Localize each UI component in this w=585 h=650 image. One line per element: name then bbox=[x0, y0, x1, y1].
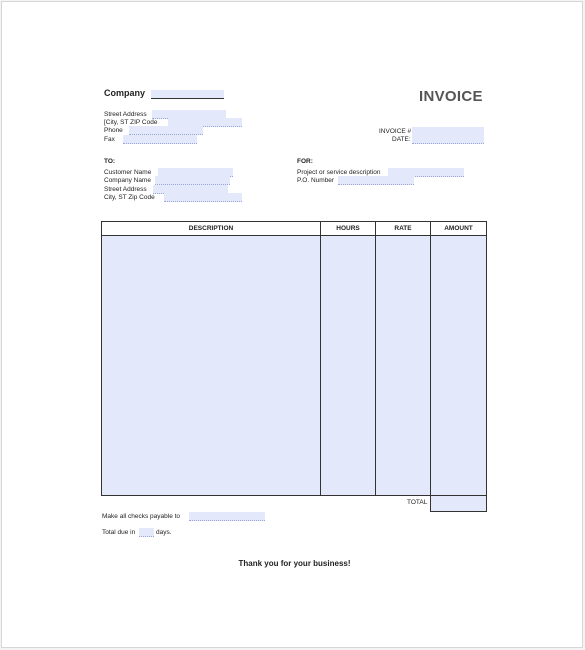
table-right-border bbox=[486, 221, 487, 512]
thank-you-message: Thank you for your business! bbox=[238, 559, 351, 568]
company-fax-field[interactable] bbox=[123, 135, 197, 144]
invoice-date-field[interactable] bbox=[412, 135, 484, 144]
company-phone-field[interactable] bbox=[129, 126, 203, 135]
company-street-label: Street Address bbox=[104, 111, 147, 118]
company-name-label: Company Name bbox=[104, 177, 151, 184]
column-divider-3 bbox=[430, 221, 431, 512]
total-due-prefix: Total due in bbox=[102, 529, 136, 536]
column-header-rate: RATE bbox=[394, 225, 412, 232]
rate-column-area[interactable] bbox=[376, 236, 430, 495]
column-header-hours: HOURS bbox=[336, 225, 360, 232]
column-header-amount: AMOUNT bbox=[444, 225, 473, 232]
to-label: TO: bbox=[104, 158, 116, 165]
checks-payable-label: Make all checks payable to bbox=[102, 513, 181, 520]
column-divider-2 bbox=[375, 221, 376, 496]
company-phone-label: Phone bbox=[104, 127, 123, 134]
total-amount-field[interactable] bbox=[431, 496, 486, 511]
company-label: Company bbox=[104, 88, 146, 98]
table-left-border bbox=[101, 221, 102, 496]
column-header-description: DESCRIPTION bbox=[188, 225, 234, 232]
to-street-label: Street Address bbox=[104, 186, 147, 193]
hours-column-area[interactable] bbox=[321, 236, 375, 495]
invoice-page bbox=[1, 1, 583, 648]
invoice-number-label: INVOICE # bbox=[379, 128, 412, 135]
column-divider-1 bbox=[320, 221, 321, 496]
for-label: FOR: bbox=[297, 158, 313, 165]
to-city-field[interactable] bbox=[164, 193, 242, 202]
total-due-suffix: days. bbox=[156, 529, 172, 536]
to-company-name-field[interactable] bbox=[155, 176, 230, 185]
company-fax-label: Fax bbox=[104, 136, 115, 143]
total-due-days-field[interactable] bbox=[139, 528, 154, 537]
po-number-label: P.O. Number bbox=[297, 177, 335, 184]
amount-column-area[interactable] bbox=[431, 236, 486, 495]
company-city-label: [City, ST ZIP Code bbox=[104, 119, 158, 126]
description-column-area[interactable] bbox=[102, 236, 320, 495]
po-number-field[interactable] bbox=[338, 176, 414, 185]
customer-name-label: Customer Name bbox=[104, 169, 152, 176]
total-label: TOTAL bbox=[407, 499, 428, 506]
to-city-label: City, ST Zip Code bbox=[104, 194, 155, 201]
invoice-date-label: DATE: bbox=[392, 136, 411, 143]
company-name-field[interactable] bbox=[151, 90, 224, 99]
invoice-title: INVOICE bbox=[419, 88, 483, 105]
checks-payable-field[interactable] bbox=[189, 512, 265, 521]
total-box-bottom bbox=[431, 511, 487, 512]
project-label: Project or service description bbox=[297, 169, 381, 176]
